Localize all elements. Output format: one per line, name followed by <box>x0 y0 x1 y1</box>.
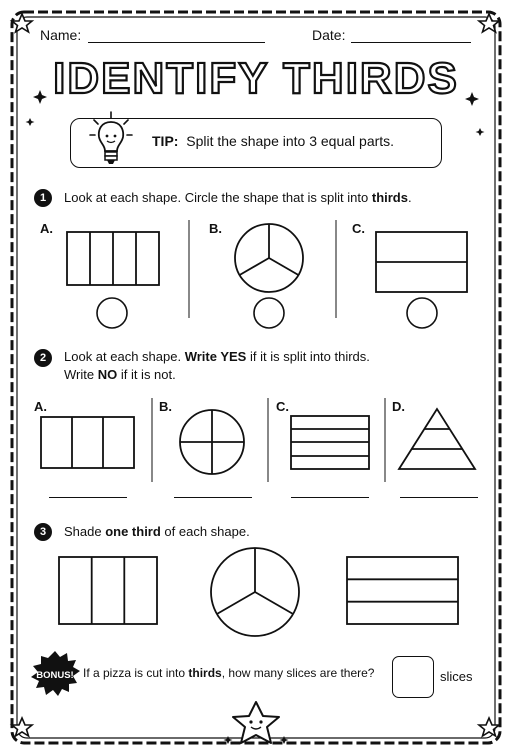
page-title-text: IDENTIFY THIRDS <box>53 54 459 103</box>
q3-text-part: Shade <box>64 524 106 539</box>
rectangle-fourths-shape <box>67 232 159 285</box>
name-label: Name: <box>40 27 82 43</box>
answer-line-b[interactable] <box>174 497 252 498</box>
bonus-answer-box[interactable] <box>392 656 434 698</box>
shade-rectangle-thirds[interactable] <box>59 557 157 624</box>
answer-circle-c[interactable] <box>407 298 437 328</box>
page-title <box>0 50 512 110</box>
q2-label-c: C. <box>276 399 289 414</box>
circle-fourths-shape <box>180 410 244 474</box>
tip-text <box>152 133 394 149</box>
corner-star-icon <box>479 718 499 736</box>
corner-star-icon <box>12 718 32 736</box>
bonus-question <box>83 666 374 680</box>
answer-line-c[interactable] <box>291 497 369 498</box>
answer-line-a[interactable] <box>49 497 127 498</box>
q1-text-part: Look at each shape. Circle the shape that is split into <box>64 190 372 205</box>
question-3-text <box>64 523 250 541</box>
q2-line-1 <box>64 348 370 366</box>
tip-label: TIP: <box>152 133 179 149</box>
triangle-stripes-shape <box>399 409 475 469</box>
rectangle-halves-shape <box>376 232 467 292</box>
date-label: Date: <box>312 27 346 43</box>
q2-text-bold: NO <box>97 367 118 382</box>
q1-label-c: C. <box>352 221 365 236</box>
q3-shapes <box>0 545 512 645</box>
rectangle-stripes-shape <box>291 416 369 469</box>
question-2-number: 2 <box>34 349 52 367</box>
date-field[interactable] <box>351 42 471 43</box>
circle-thirds-shape <box>235 224 303 292</box>
smiling-star-icon <box>222 700 290 752</box>
question-1-number: 1 <box>34 189 52 207</box>
answer-circle-a[interactable] <box>97 298 127 328</box>
q2-text-part: Look at each shape. <box>64 349 185 364</box>
q2-label-d: D. <box>392 399 405 414</box>
question-2-text <box>64 348 370 384</box>
q2-text-bold: Write YES <box>184 349 247 364</box>
lightbulb-icon <box>88 110 134 170</box>
q1-text-part: . <box>407 190 412 205</box>
q2-text-part: Write <box>64 367 98 382</box>
q2-label-a: A. <box>34 399 47 414</box>
name-field[interactable] <box>88 42 265 43</box>
bonus-unit: slices <box>440 669 473 684</box>
bonus-text-part: , how many slices are there? <box>221 666 375 680</box>
bonus-text-part: If a pizza is cut into <box>83 666 189 680</box>
answer-circle-b[interactable] <box>254 298 284 328</box>
q1-label-b: B. <box>209 221 222 236</box>
tip-message: Split the shape into 3 equal parts. <box>186 133 395 149</box>
bonus-text-bold: thirds <box>188 666 222 680</box>
q2-text-part: if it is split into thirds. <box>246 349 370 364</box>
rectangle-thirds-shape <box>41 417 134 468</box>
bonus-badge-icon <box>29 650 81 698</box>
question-3-number: 3 <box>34 523 52 541</box>
bonus-badge-text: BONUS! <box>36 670 74 681</box>
q1-text-bold: thirds <box>371 190 408 205</box>
question-1-text <box>64 189 412 207</box>
q1-label-a: A. <box>40 221 53 236</box>
q2-label-b: B. <box>159 399 172 414</box>
q2-line-2 <box>64 366 370 384</box>
q3-text-part: of each shape. <box>160 524 250 539</box>
shade-rectangle-stripes[interactable] <box>347 557 458 624</box>
shade-circle-thirds[interactable] <box>211 548 299 636</box>
q3-text-bold: one third <box>105 524 161 539</box>
q1-shapes <box>0 210 512 340</box>
q2-shapes <box>0 390 512 510</box>
answer-line-d[interactable] <box>400 497 478 498</box>
q2-text-part: if it is not. <box>117 367 176 382</box>
